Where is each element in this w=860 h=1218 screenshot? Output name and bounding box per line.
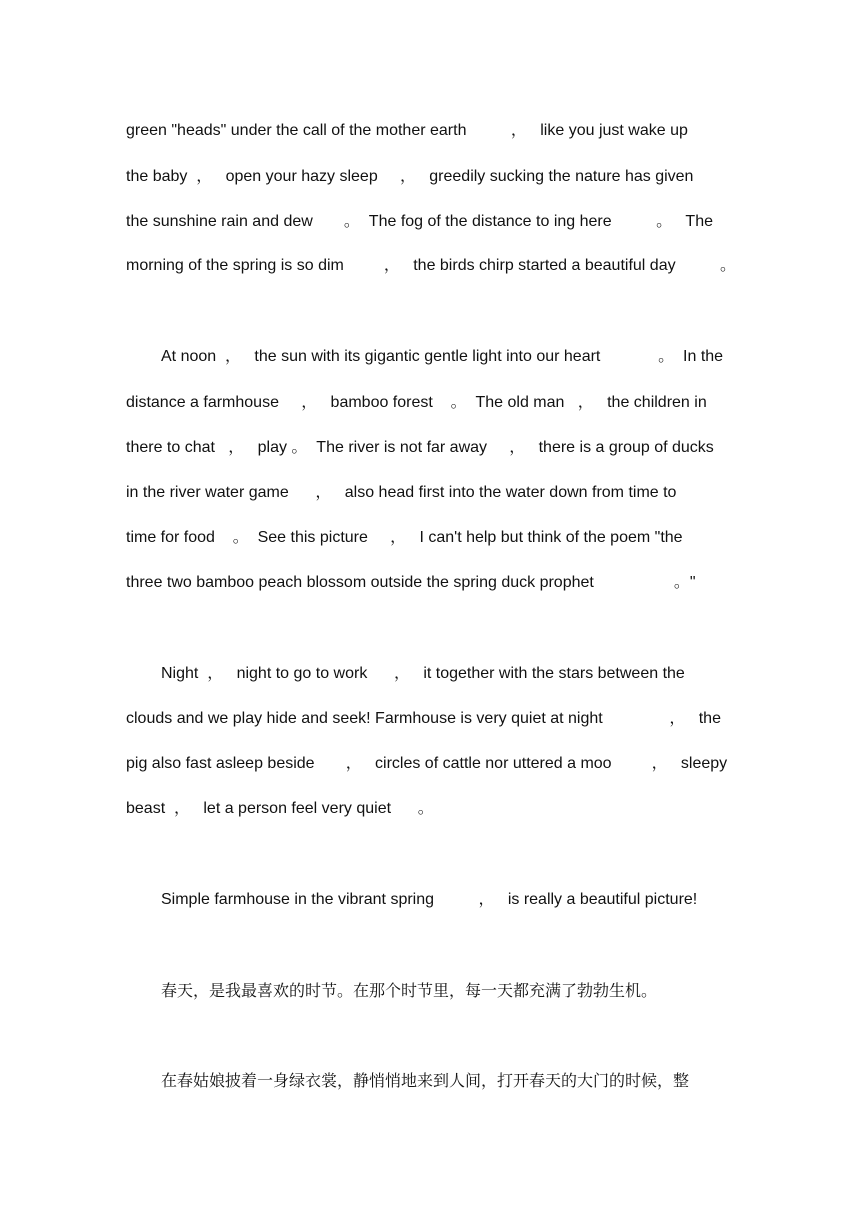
paragraph-line: green "heads" under the call of the mother earth ， like you just wake up — [126, 122, 688, 139]
paragraph-line: pig also fast asleep beside ， circles of cattle nor uttered a moo ， sleepy — [126, 755, 728, 772]
paragraph-line: clouds and we play hide and seek! Farmhouse is very quiet at night ， the — [126, 710, 721, 727]
paragraph-line: distance a farmhouse ， bamboo forest 。 The old man ， the children in — [126, 394, 707, 411]
paragraph-line: time for food 。 See this picture ， I can't help but think of the poem "the — [126, 529, 683, 546]
paragraph-line: there to chat ， play 。 The river is not far away ， there is a group of ducks — [126, 439, 714, 456]
paragraph-line: the sunshine rain and dew 。 The fog of the distance to ing here 。 The — [126, 213, 713, 230]
paragraph-line: beast ， let a person feel very quiet 。 — [126, 800, 434, 817]
paragraph-line: Simple farmhouse in the vibrant spring ， is really a beautiful picture! — [161, 891, 698, 908]
paragraph-line: in the river water game ， also head first into the water down from time to — [126, 484, 677, 501]
paragraph-line: three two bamboo peach blossom outside the spring duck prophet 。" — [126, 574, 696, 591]
paragraph-line: 在春姑娘披着一身绿衣裳，静悄悄地来到人间，打开春天的大门的时候，整 — [161, 1071, 690, 1090]
paragraph-line: Night ， night to go to work ， it together with the stars between the — [161, 665, 685, 682]
paragraph-line: morning of the spring is so dim ， the birds chirp started a beautiful day 。 — [126, 257, 737, 274]
paragraph-line: 春天，是我最喜欢的时节。在那个时节里，每一天都充满了勃勃生机。 — [161, 981, 658, 1000]
paragraph-line: the baby ， open your hazy sleep ， greedily sucking the nature has given — [126, 168, 694, 185]
paragraph-line: At noon ， the sun with its gigantic gentle light into our heart 。 In the — [161, 348, 724, 365]
